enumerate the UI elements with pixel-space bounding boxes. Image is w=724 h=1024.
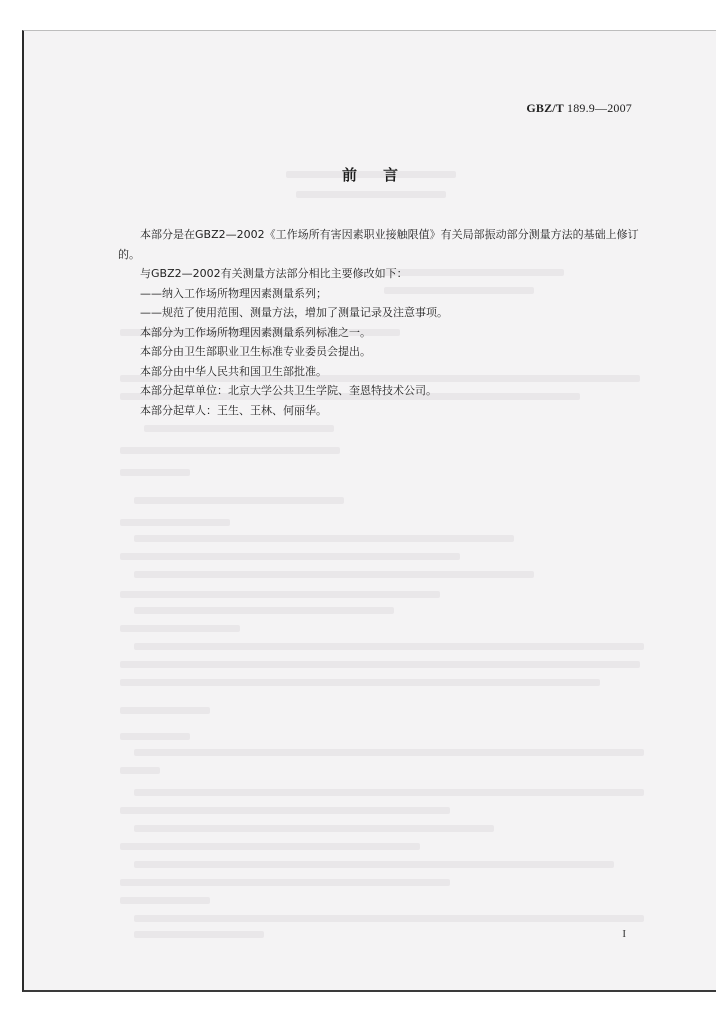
paragraph-proposed-by: 本部分由卫生部职业卫生标准专业委员会提出。: [140, 345, 371, 358]
paragraph-change-2: ——规范了使用范围、测量方法，增加了测量记录及注意事项。: [140, 306, 448, 319]
paragraph-approved-by: 本部分由中华人民共和国卫生部批准。: [140, 364, 327, 378]
paragraph-changes-intro: 与GBZ2—2002有关测量方法部分相比主要修改如下：: [140, 267, 408, 280]
standard-code-prefix: GBZ/T: [526, 101, 567, 115]
paragraph-drafting-units: 本部分起草单位：北京大学公共卫生学院、奎恩特技术公司。: [140, 384, 437, 397]
standard-code: [526, 101, 632, 116]
page-title: 前言: [341, 166, 424, 184]
paragraph-drafters: 本部分起草人：王生、王林、何丽华。: [140, 403, 327, 417]
paragraph-series: 本部分为工作场所物理因素测量系列标准之一。: [140, 325, 371, 339]
paragraph-change-1: ——纳入工作场所物理因素测量系列；: [140, 286, 327, 300]
paragraph-basis: 本部分是在GBZ2—2002《工作场所有害因素职业接触限值》有关局部振动部分测量方法的基础上修订的。: [118, 228, 639, 261]
document-page: [22, 30, 716, 992]
foreword-body: [118, 225, 658, 420]
standard-code-number: 189.9—2007: [567, 101, 632, 115]
page-number: I: [622, 928, 626, 940]
